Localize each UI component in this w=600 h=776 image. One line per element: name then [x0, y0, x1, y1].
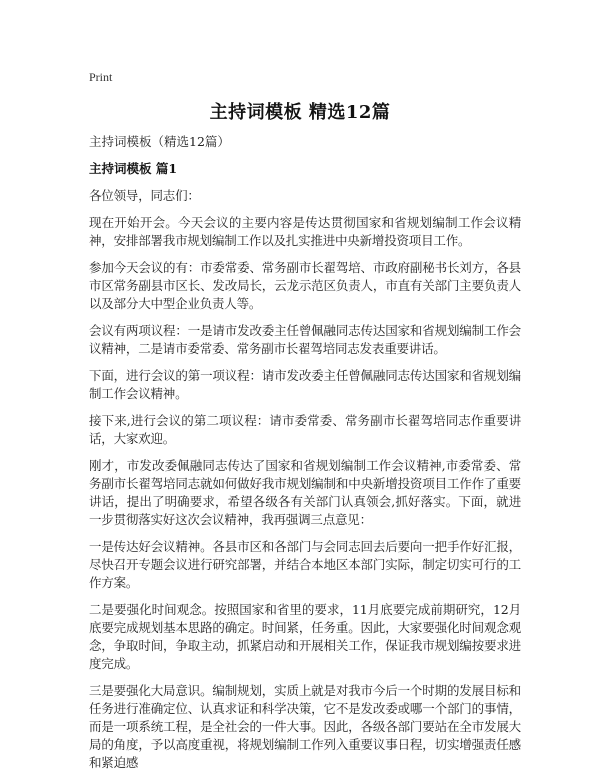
page-title: 主持词模板 精选12篇	[209, 102, 391, 123]
paragraph: 下面，进行会议的第一项议程：请市发改委主任曾佩融同志传达国家和省规划编制工作会议精神。	[89, 368, 521, 401]
section-heading: 主持词模板 篇1	[89, 161, 178, 176]
paragraph: 一是传达好会议精神。各县市区和各部门与会同志回去后要向一把手作好汇报，尽快召开专题会议进行研究部署，并结合本地区本部门实际，制定切实可行的工作方案。	[89, 539, 521, 590]
paragraph: 现在开始开会。今天会议的主要内容是传达贯彻国家和省规划编制工作会议精神，安排部署我市规划编制工作以及扎实推进中央新增投资项目工作。	[89, 215, 521, 248]
paragraph: 会议有两项议程：一是请市发改委主任曾佩融同志传达国家和省规划编制工作会议精神，二是请市委常委、常务副市长翟驾培同志发表重要讲话。	[89, 323, 521, 356]
paragraph: 参加今天会议的有：市委常委、常务副市长翟驾培、市政府副秘书长刘方，各县市区常务副县市区长、发改局长，云龙示范区负责人，市直有关部门主要负责人以及部分大中型企业负责人等。	[89, 260, 521, 311]
paragraph: 刚才，市发改委佩融同志传达了国家和省规划编制工作会议精神,市委常委、常务副市长翟驾培同志就如何做好我市规划编制和中央新增投资项目工作作了重要讲话，提出了明确要求，希望各级各有关部门认真领会,抓好落实。下面，就进一步贯彻落实好这次会议精神，我再强调三点意见：	[89, 458, 521, 527]
paragraph: 接下来,进行会议的第二项议程：请市委常委、常务副市长翟驾培同志作重要讲话，大家欢迎。	[89, 413, 521, 446]
paragraph: 各位领导，同志们：	[89, 188, 200, 203]
paragraph: 二是要强化时间观念。按照国家和省里的要求，11月底要完成前期研究，12月底要完成规划基本思路的确定。时间紧，任务重。因此，大家要强化时间观念观念，争取时间，争取主动，抓紧启动和开展相关工作，保证我市规划编按要求进度完成。	[89, 602, 521, 671]
document-body	[89, 133, 521, 776]
document-subtitle: 主持词模板（精选12篇）	[89, 134, 230, 149]
paragraph: 三是要强化大局意识。编制规划，实质上就是对我市今后一个时期的发展目标和任务进行准确定位、认真求证和科学决策，它不是发改委或哪一个部门的事情，而是一项系统工程，是全社会的一件大事。因此，各级各部门要站在全市发展大局的角度，予以高度重视，将规划编制工作列入重要议事日程，切实增强责任感和紧迫感	[89, 683, 521, 770]
print-label[interactable]: Print	[89, 70, 113, 84]
